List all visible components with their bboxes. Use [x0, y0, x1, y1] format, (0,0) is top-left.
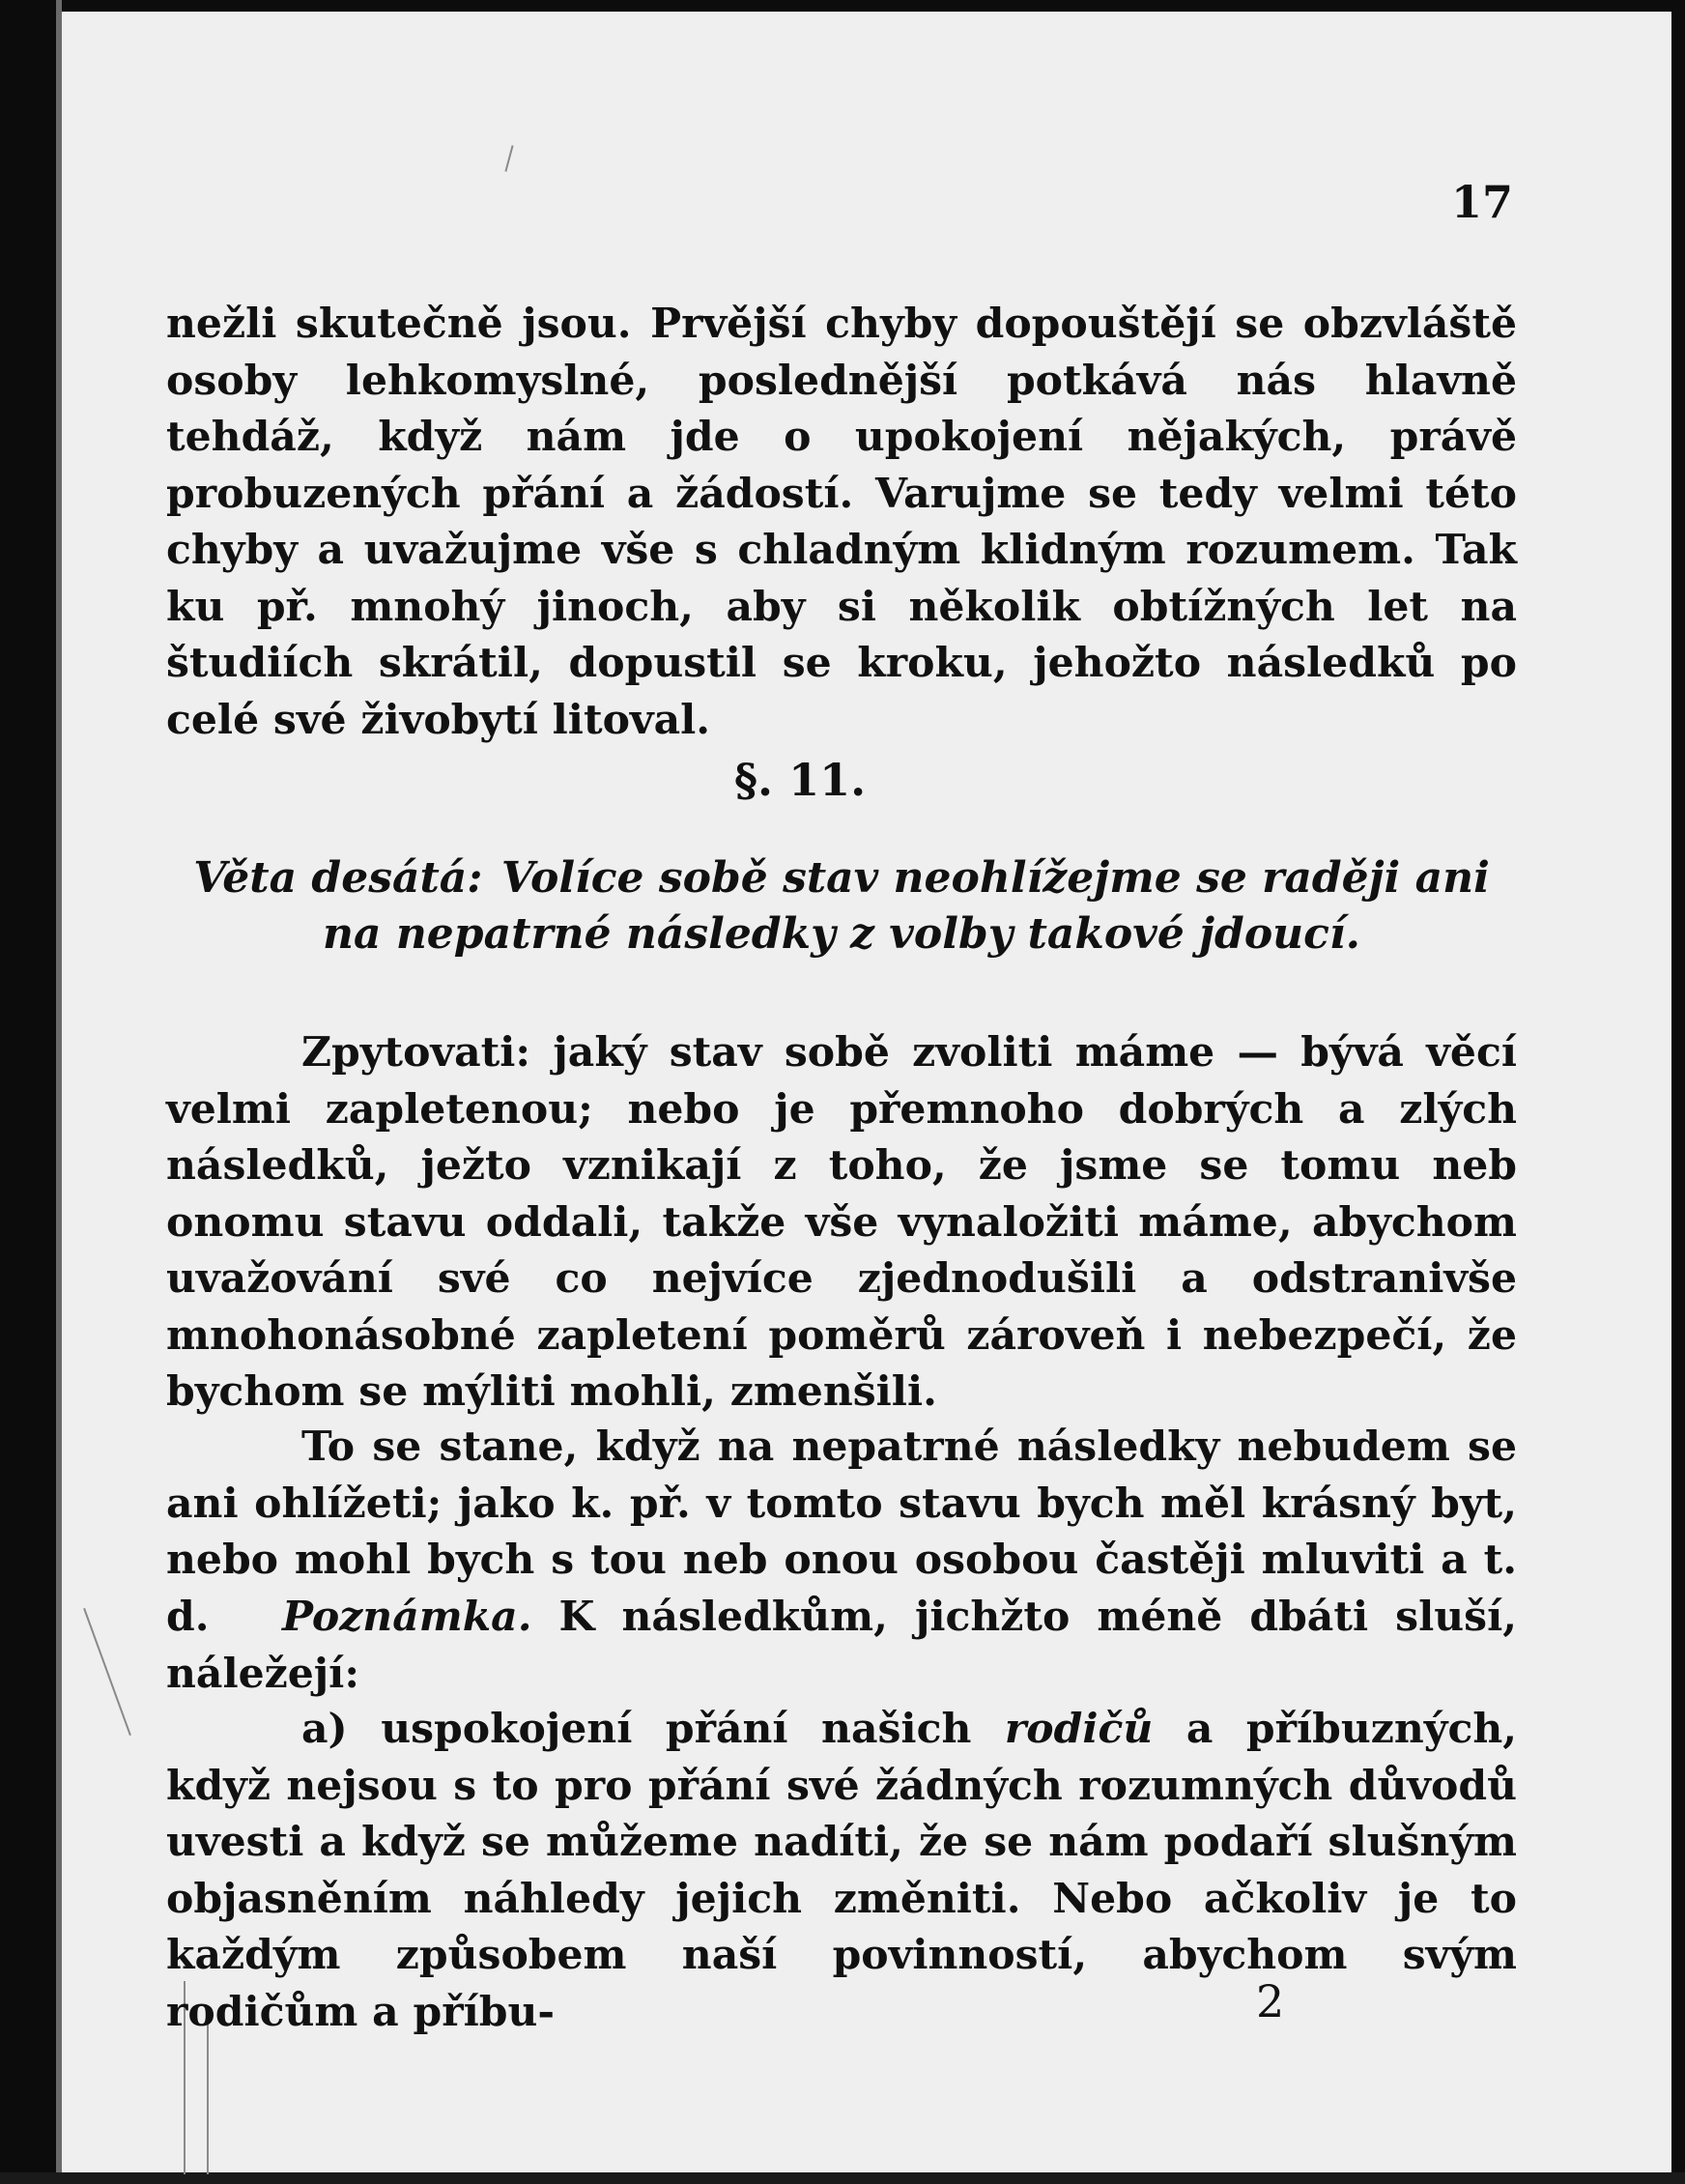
- page-number: 17: [1450, 176, 1513, 228]
- scan-border-right: [1671, 0, 1685, 2184]
- list-item-emphasis: rodičů: [1004, 1705, 1154, 1753]
- list-item-marker: a): [301, 1705, 348, 1753]
- list-item-text: a příbuzných, když nejsou s to pro přání své žádných rozumných důvodů uvesti a když se můžeme nadíti, že se nám podaří slušným objasněním náhledy jejich změniti. Nebo ačkoliv je to každým způsobem naší povinností, abychom svým rodičům a příbu-: [166, 1705, 1518, 2036]
- rule-text: Volíce sobě stav neohlížejme se raději ani na nepatrné následky z volby takové jdoucí.: [323, 853, 1490, 959]
- note-text: K následkům, jichžto méně dbáti sluší, náležejí:: [166, 1593, 1518, 1698]
- rule-statement: [166, 850, 1517, 963]
- paragraph-continued: nežli skutečně jsou. Prvější chyby dopouštějí se obzvláště osoby lehkomyslné, poslednější potkává nás hlavně tehdáž, když nám jde o upokojení nějakých, právě probuzených přání a žádostí. Varujme se tedy velmi této chyby a uvažujme vše s chladným klidným rozumem. Tak ku př. mnohý jinoch, aby si několik obtížných let na študiích skrátil, dopustil se kroku, jehožto následků po celé své živobytí litoval.: [166, 300, 1517, 744]
- signature-mark: 2: [1256, 1975, 1285, 2027]
- list-item-text: uspokojení přání našich: [381, 1705, 972, 1753]
- paragraph: To se stane, když na nepatrné následky nebudem se ani ohlížeti; jako k. př. v tomto stavu bych měl krásný byt, nebo mohl bych s tou neb onou osobou častěji mluviti a t. d.: [166, 1422, 1517, 1641]
- scan-border-top: [0, 0, 1685, 12]
- scan-scratch: [83, 1608, 131, 1736]
- paragraph: Zpytovati: jaký stav sobě zvoliti máme — bývá věcí velmi zapletenou; nebo je přemnoho dobrých a zlých následků, ježto vznikají z toho, že jsme se tomu neb onomu stavu oddali, takže vše vynaložiti máme, abychom uvažování své co nejvíce zjednodušili a odstranivše mnohonásobné zapletení poměrů zároveň i nebezpečí, že bychom se mýliti mohli, zmenšili.: [166, 1028, 1517, 1416]
- note-label: Poznámka.: [282, 1593, 532, 1641]
- scan-border-left-inner: [56, 0, 62, 2184]
- section-heading: §. 11.: [734, 754, 867, 806]
- note: [166, 1589, 1517, 1702]
- rule-label: Věta desátá:: [193, 853, 483, 903]
- scan-speck: [504, 145, 513, 172]
- scan-border-bottom: [0, 2172, 1685, 2184]
- scan-border-left: [0, 0, 56, 2184]
